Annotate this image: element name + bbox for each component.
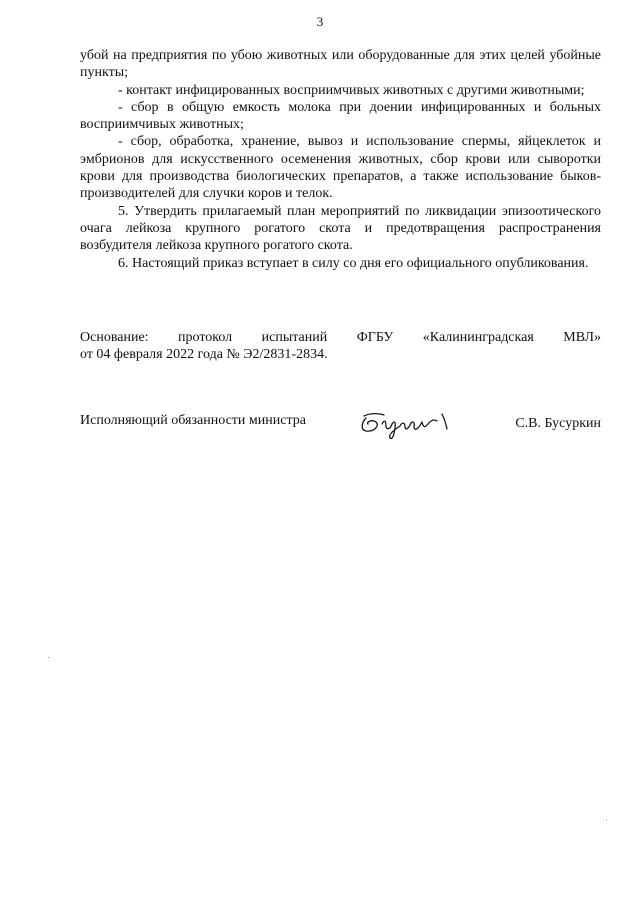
- signatory-title: Исполняющий обязанности министра: [80, 413, 306, 428]
- paragraph-item-6: 6. Настоящий приказ вступает в силу со дня его официального опубликования.: [118, 255, 589, 271]
- scan-artifact: [48, 657, 49, 658]
- paragraph-sperm: - сбор, обработка, хранение, вывоз и использование спермы, яйцеклеток и эмбрионов для искусственного осеменения животных, сбор крови или сыворотки крови для производства биологических препаратов, а также использование быков-производителей для случки коров и телок.: [80, 134, 601, 202]
- document-body: [80, 47, 601, 272]
- scan-artifact: [606, 820, 607, 821]
- basis-line-2: от 04 февраля 2022 года № Э2/2831-2834.: [80, 347, 328, 363]
- paragraph-contact: - контакт инфицированных восприимчивых животных с другими животными;: [118, 82, 585, 98]
- page-number: 3: [316, 14, 324, 29]
- signatory-name: С.В. Бусуркин: [515, 416, 601, 431]
- paragraph-item-5: 5. Утвердить прилагаемый план мероприятий по ликвидации эпизоотического очага лейкоза крупного рогатого скота и предотвращения распространения возбудителя лейкоза крупного рогатого скота.: [80, 203, 601, 254]
- basis-line-1: Основание: протокол испытаний ФГБУ «Калининградская МВЛ»: [80, 330, 601, 345]
- handwritten-signature: [352, 404, 464, 444]
- signature-block: [80, 410, 601, 450]
- paragraph-slaughter: убой на предприятия по убою животных или оборудованные для этих целей убойные пункты;: [80, 48, 601, 81]
- basis-block: [80, 329, 601, 364]
- paragraph-milk: - сбор в общую емкость молока при доении инфицированных и больных восприимчивых животных;: [80, 99, 601, 133]
